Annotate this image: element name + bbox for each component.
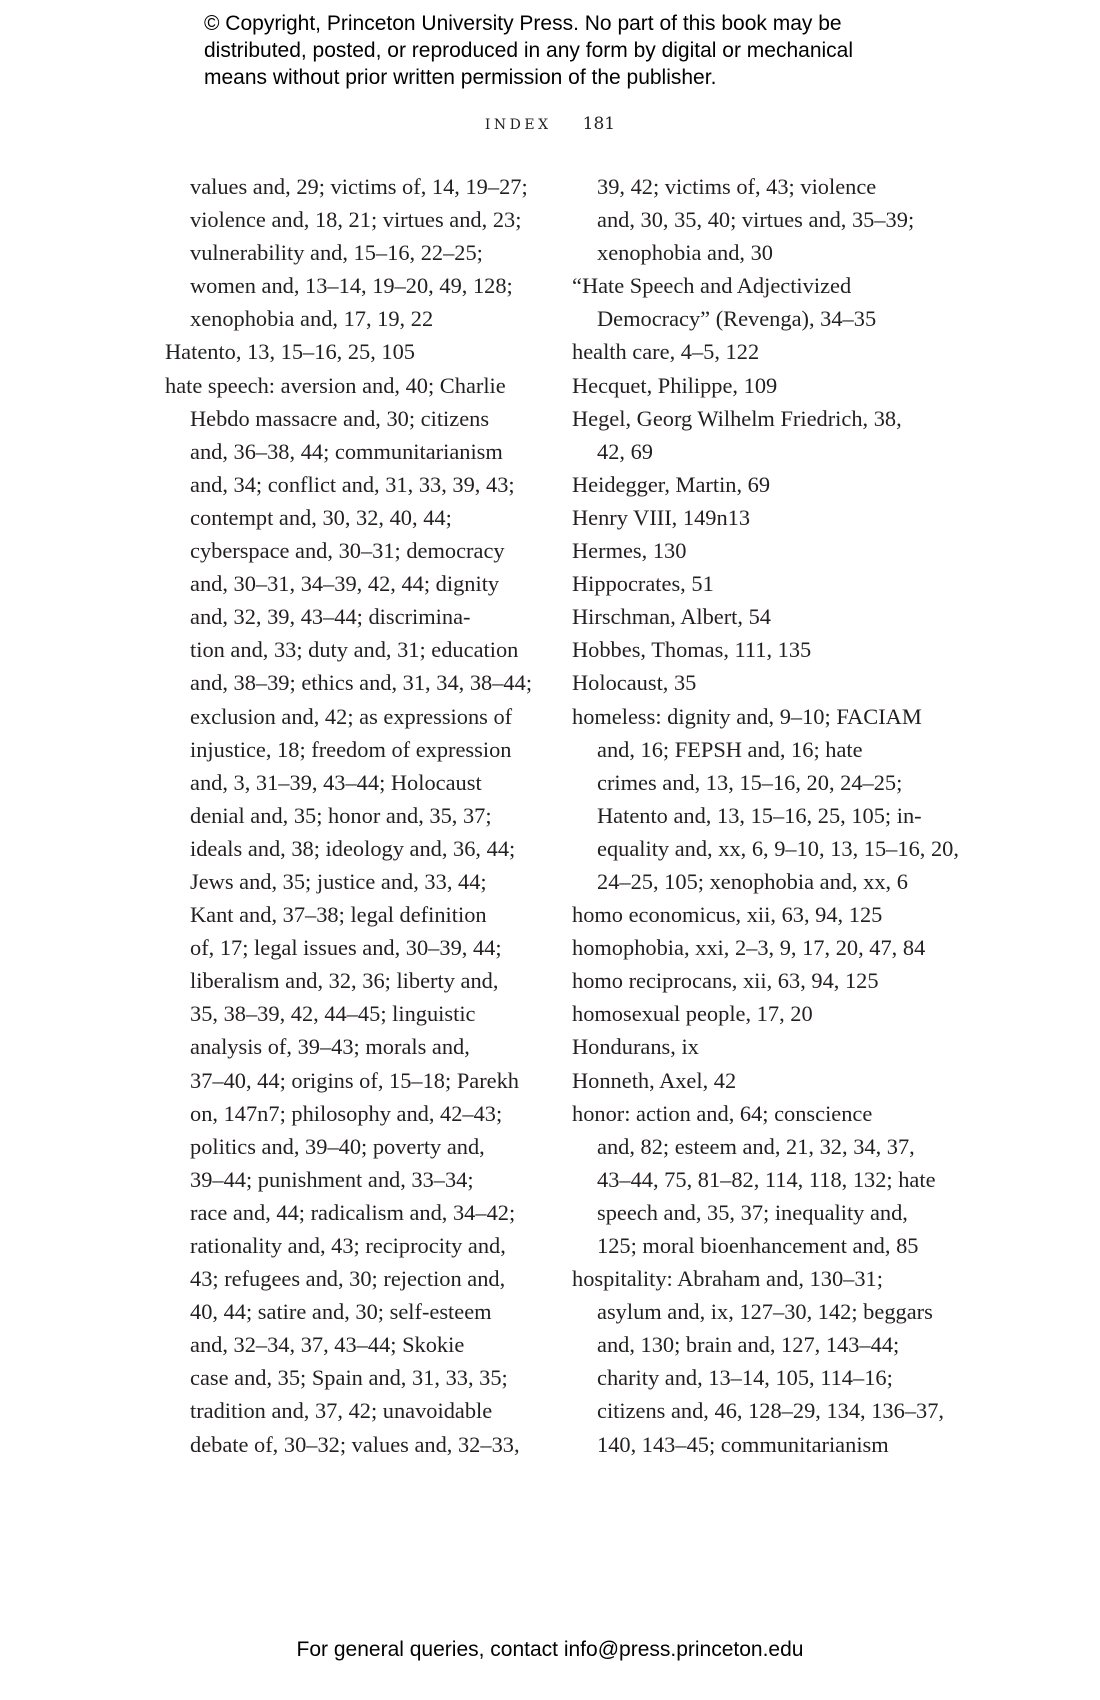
index-entry-line: women and, 13–14, 19–20, 49, 128;: [190, 273, 513, 299]
index-entry-line: 24–25, 105; xenophobia and, xx, 6: [597, 868, 908, 894]
index-entry-line: and, 130; brain and, 127, 143–44;: [597, 1332, 900, 1358]
index-entry-line: 35, 38–39, 42, 44–45; linguistic: [190, 1001, 476, 1027]
index-entry-line: 39–44; punishment and, 33–34;: [190, 1166, 474, 1192]
index-entry-line: 43–44, 75, 81–82, 114, 118, 132; hate: [597, 1166, 936, 1192]
index-entry-line: race and, 44; radicalism and, 34–42;: [190, 1199, 516, 1225]
index-entry-line: 42, 69: [597, 438, 653, 464]
index-entry-line: and, 34; conflict and, 31, 33, 39, 43;: [190, 471, 515, 497]
index-entry-line: denial and, 35; honor and, 35, 37;: [190, 802, 492, 828]
index-entry-line: crimes and, 13, 15–16, 20, 24–25;: [597, 769, 903, 795]
index-entry-line: analysis of, 39–43; morals and,: [190, 1034, 470, 1060]
index-entry-line: and, 16; FEPSH and, 16; hate: [597, 736, 863, 762]
index-entry-line: rationality and, 43; reciprocity and,: [190, 1233, 506, 1258]
index-entry-line: asylum and, ix, 127–30, 142; beggars: [597, 1299, 933, 1325]
index-entry-line: honor: action and, 64; conscience: [572, 1100, 873, 1126]
index-entry-line: homo economicus, xii, 63, 94, 125: [572, 902, 883, 928]
index-entry-line: Heidegger, Martin, 69: [572, 471, 771, 497]
index-entry-line: debate of, 30–32; values and, 32–33,: [190, 1431, 520, 1457]
index-entry-line: and, 32–34, 37, 43–44; Skokie: [190, 1332, 465, 1358]
index-entry-line: Democracy” (Revenga), 34–35: [597, 306, 877, 332]
index-entry-line: 125; moral bioenhancement and, 85: [597, 1233, 919, 1258]
index-entry-line: on, 147n7; philosophy and, 42–43;: [190, 1100, 503, 1126]
index-entry-line: xenophobia and, 30: [597, 240, 773, 266]
index-entry-line: Hondurans, ix: [572, 1034, 699, 1060]
index-entry-line: exclusion and, 42; as expressions of: [190, 703, 513, 729]
index-entry-line: injustice, 18; freedom of expression: [190, 736, 512, 762]
index-entry-line: equality and, xx, 6, 9–10, 13, 15–16, 20,: [597, 835, 959, 861]
index-entry-line: politics and, 39–40; poverty and,: [190, 1133, 485, 1159]
index-entry-line: case and, 35; Spain and, 31, 33, 35;: [190, 1365, 508, 1391]
index-entry-line: tion and, 33; duty and, 31; education: [190, 637, 519, 663]
index-entry-line: and, 30–31, 34–39, 42, 44; dignity: [190, 571, 500, 597]
index-entry-line: citizens and, 46, 128–29, 134, 136–37,: [597, 1398, 945, 1424]
running-head-label: INDEX: [484, 117, 552, 133]
copyright-notice: [204, 10, 944, 91]
index-entry-line: Hecquet, Philippe, 109: [572, 372, 778, 398]
index-entry-line: liberalism and, 32, 36; liberty and,: [190, 968, 499, 994]
index-entry-line: 40, 44; satire and, 30; self-esteem: [190, 1299, 492, 1325]
page-number: 181: [582, 114, 616, 134]
index-entry-line: Hirschman, Albert, 54: [572, 604, 771, 630]
index-entry-line: contempt and, 30, 32, 40, 44;: [190, 504, 452, 530]
index-entry-line: charity and, 13–14, 105, 114–16;: [597, 1365, 893, 1391]
index-entry-line: Jews and, 35; justice and, 33, 44;: [190, 868, 487, 894]
index-column-left: [165, 170, 537, 1461]
copyright-line: distributed, posted, or reproduced in any form by digital or mechanical: [204, 39, 854, 62]
index-entry-line: homeless: dignity and, 9–10; FACIAM: [572, 703, 922, 729]
index-entry-line: violence and, 18, 21; virtues and, 23;: [190, 207, 522, 233]
index-entry-line: values and, 29; victims of, 14, 19–27;: [190, 174, 528, 199]
index-entry-line: Hebdo massacre and, 30; citizens: [190, 405, 490, 431]
running-head: [0, 114, 1100, 134]
index-entry-line: and, 36–38, 44; communitarianism: [190, 438, 503, 464]
index-entry-line: 37–40, 44; origins of, 15–18; Parekh: [190, 1067, 519, 1093]
index-entry-line: Hippocrates, 51: [572, 571, 714, 597]
footer-contact: For general queries, contact info@press.princeton.edu: [296, 1638, 804, 1661]
index-entry-line: Hatento, 13, 15–16, 25, 105: [165, 339, 416, 365]
index-entry-line: 39, 42; victims of, 43; violence: [597, 174, 877, 199]
index-entry-line: “Hate Speech and Adjectivized: [572, 273, 852, 299]
index-entry-line: homo reciprocans, xii, 63, 94, 125: [572, 968, 879, 994]
copyright-line: © Copyright, Princeton University Press. No part of this book may be: [204, 12, 842, 35]
index-entry-line: health care, 4–5, 122: [572, 339, 760, 365]
index-entry-line: Hatento and, 13, 15–16, 25, 105; in-: [597, 802, 922, 828]
index-entry-line: speech and, 35, 37; inequality and,: [597, 1199, 908, 1225]
index-entry-line: Honneth, Axel, 42: [572, 1067, 737, 1093]
copyright-line: means without prior written permission of the publisher.: [204, 66, 717, 89]
index-entry-line: and, 82; esteem and, 21, 32, 34, 37,: [597, 1133, 915, 1159]
index-entry-line: and, 30, 35, 40; virtues and, 35–39;: [597, 207, 915, 233]
index-entry-line: Holocaust, 35: [572, 670, 697, 696]
index-entry-line: vulnerability and, 15–16, 22–25;: [190, 240, 483, 266]
index-entry-line: Hermes, 130: [572, 538, 687, 564]
index-column-right: [572, 170, 959, 1461]
index-entry-line: and, 3, 31–39, 43–44; Holocaust: [190, 769, 482, 795]
index-entry-line: 43; refugees and, 30; rejection and,: [190, 1266, 506, 1292]
index-entry-line: 140, 143–45; communitarianism: [597, 1431, 889, 1457]
index-entry-line: Henry VIII, 149n13: [572, 504, 751, 530]
index-entry-line: hospitality: Abraham and, 130–31;: [572, 1266, 883, 1292]
index-entry-line: of, 17; legal issues and, 30–39, 44;: [190, 935, 502, 961]
index-entry-line: and, 32, 39, 43–44; discrimina-: [190, 604, 471, 630]
index-entry-line: hate speech: aversion and, 40; Charlie: [165, 372, 506, 398]
index-entry-line: and, 38–39; ethics and, 31, 34, 38–44;: [190, 670, 533, 696]
index-entry-line: tradition and, 37, 42; unavoidable: [190, 1398, 493, 1424]
index-entry-line: Hegel, Georg Wilhelm Friedrich, 38,: [572, 405, 902, 431]
index-entry-line: Kant and, 37–38; legal definition: [190, 902, 487, 928]
index-entry-line: cyberspace and, 30–31; democracy: [190, 538, 505, 564]
index-entry-line: xenophobia and, 17, 19, 22: [190, 306, 434, 332]
index-entry-line: homophobia, xxi, 2–3, 9, 17, 20, 47, 84: [572, 935, 926, 961]
index-entry-line: homosexual people, 17, 20: [572, 1001, 813, 1027]
index-entry-line: Hobbes, Thomas, 111, 135: [572, 637, 812, 663]
index-entry-line: ideals and, 38; ideology and, 36, 44;: [190, 835, 516, 861]
